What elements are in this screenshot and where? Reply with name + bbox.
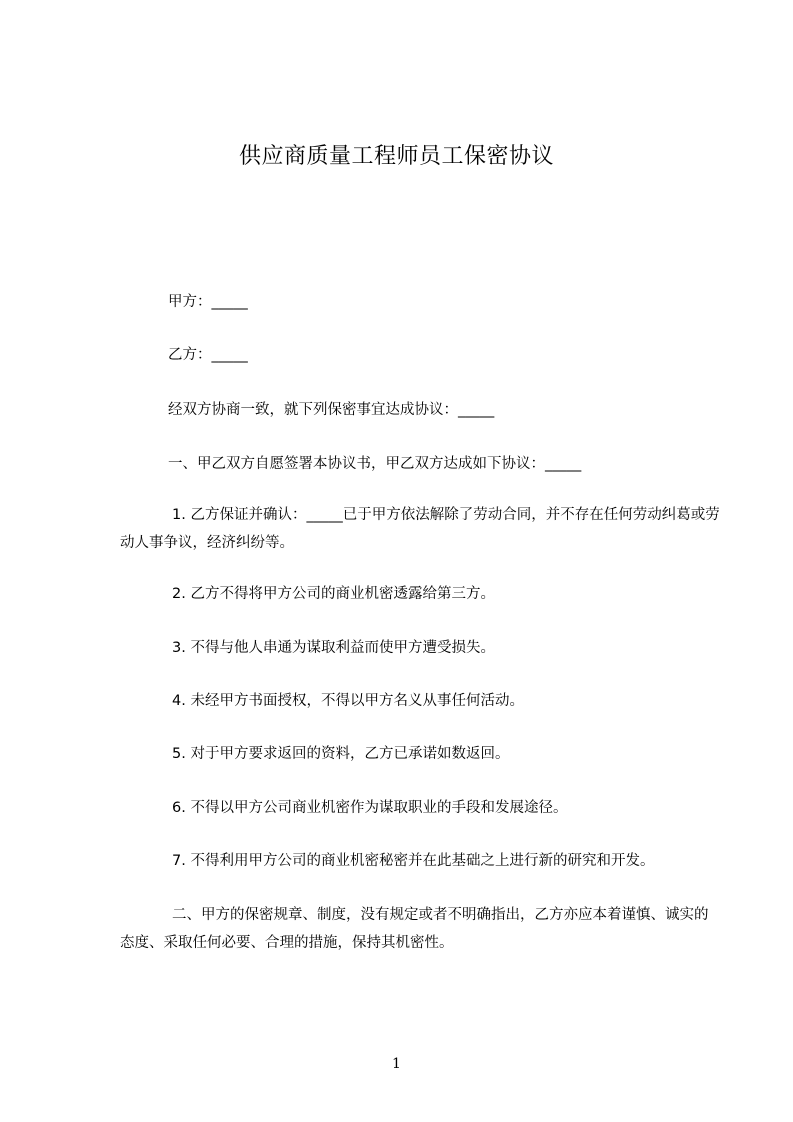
page-number: 1 — [392, 1056, 401, 1072]
document-title: 供应商质量工程师员工保密协议 — [238, 144, 554, 169]
clause-item-2: 2. 乙方不得将甲方公司的商业机密透露给第三方。 — [172, 586, 495, 602]
clause-item-1: 1. 乙方保证并确认：_____已于甲方依法解除了劳动合同，并不存在任何劳动纠葛或劳动人事争议，经济纠纷等。 — [120, 507, 720, 551]
clause-item-5: 5. 对于甲方要求返回的资料，乙方已承诺如数返回。 — [172, 746, 510, 762]
intro-paragraph: 经双方协商一致，就下列保密事宜达成协议：_____ — [168, 402, 495, 418]
section-2-paragraph: 二、甲方的保密规章、制度，没有规定或者不明确指出，乙方亦应本着谨慎、诚实的态度、采取任何必要、合理的措施，保持其机密性。 — [120, 907, 709, 951]
clause-item-4: 4. 未经甲方书面授权，不得以甲方名义从事任何活动。 — [172, 693, 524, 709]
clause-item-6: 6. 不得以甲方公司商业机密作为谋取职业的手段和发展途径。 — [172, 800, 568, 816]
party-b-line: 乙方：_____ — [168, 347, 248, 363]
clause-item-7: 7. 不得利用甲方公司的商业机密秘密并在此基础之上进行新的研究和开发。 — [172, 853, 655, 869]
section-1-heading: 一、甲乙双方自愿签署本协议书，甲乙双方达成如下协议：_____ — [168, 456, 582, 472]
clause-item-3: 3. 不得与他人串通为谋取利益而使甲方遭受损失。 — [172, 640, 495, 656]
party-a-line: 甲方：_____ — [168, 294, 248, 310]
